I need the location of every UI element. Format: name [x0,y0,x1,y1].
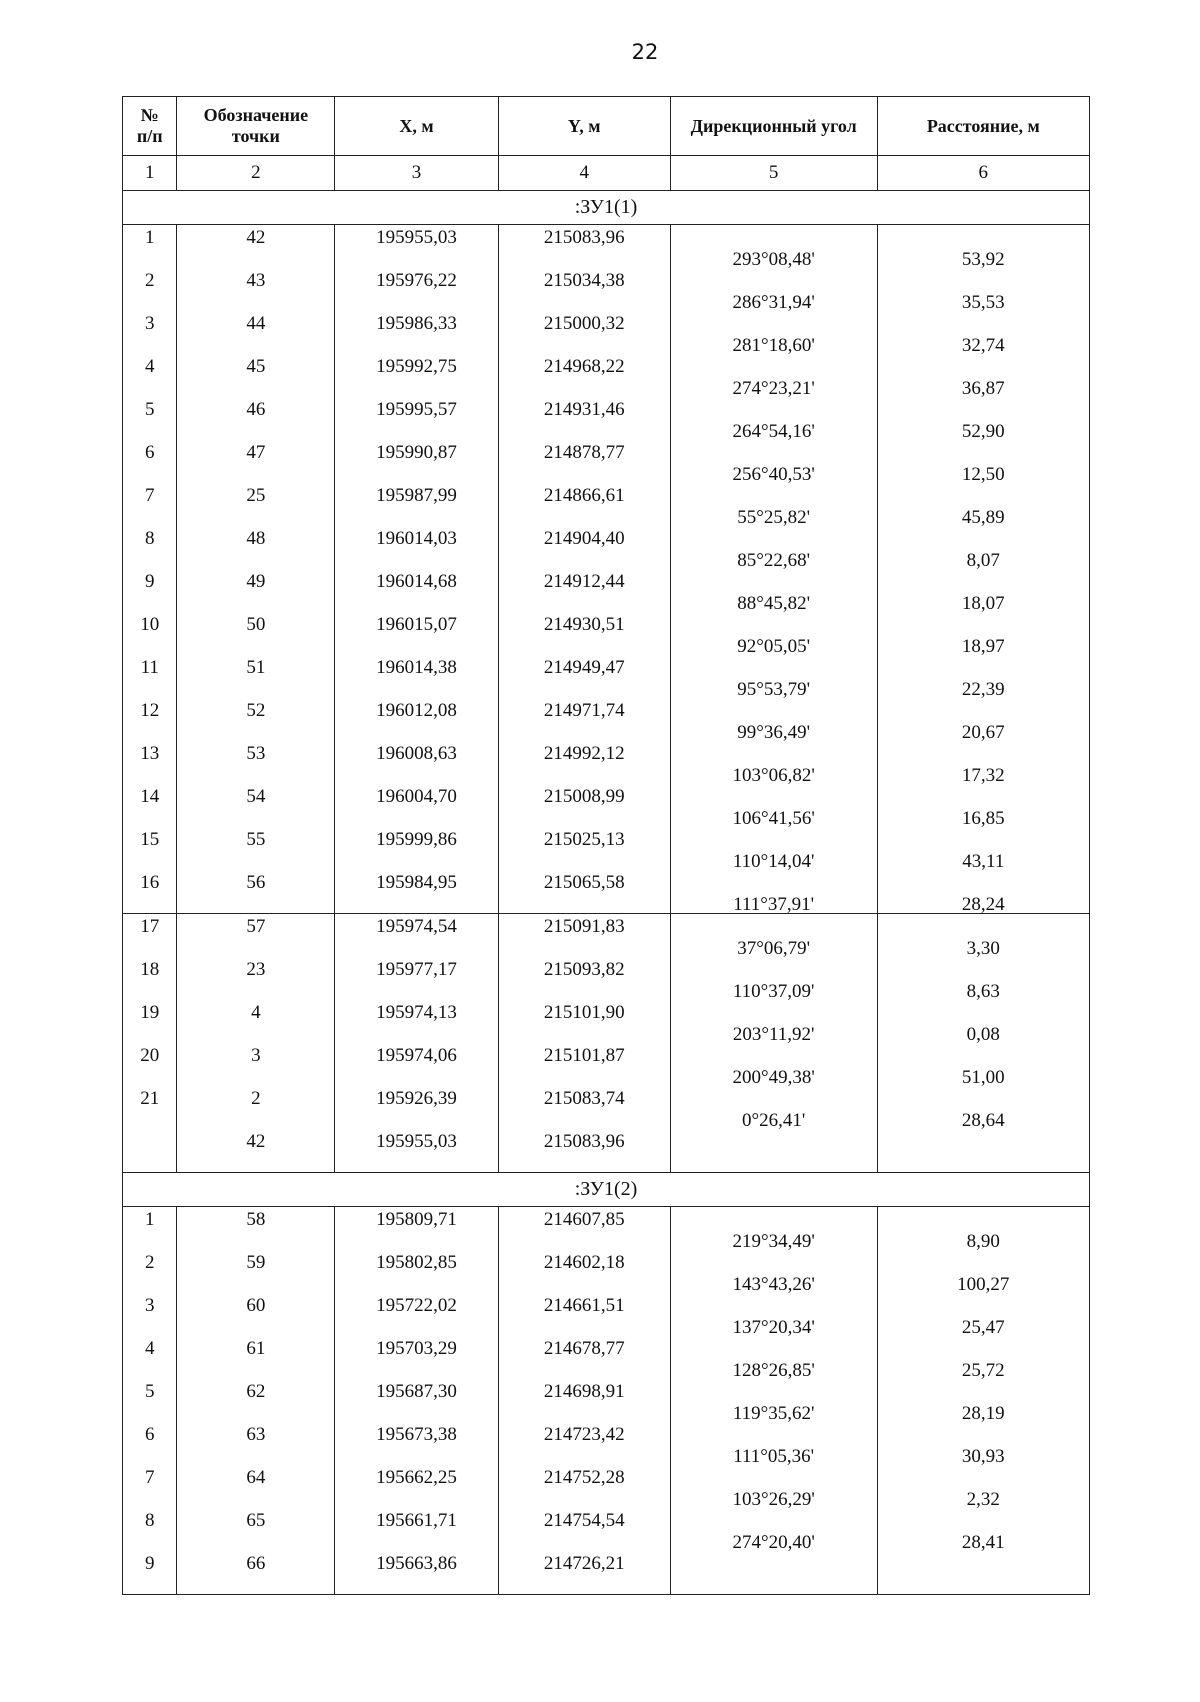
column-number: 1 [123,156,177,191]
x-coordinate: 195990,87 [376,442,457,463]
x-coordinate: 196008,63 [376,743,457,764]
direction-angle: 111°37,91' [733,893,815,915]
direction-angle: 274°20,40' [732,1531,815,1553]
y-coordinate: 215083,96 [543,1131,625,1152]
x-coordinate: 196015,07 [376,614,457,635]
distance-column [877,914,1089,1173]
distance: 28,24 [961,893,1005,915]
y-coordinate: 214930,51 [543,614,625,635]
distance: 35,53 [961,291,1005,313]
header-row [123,97,1090,156]
point-number-column [123,914,177,1173]
direction-angle: 293°08,48' [732,248,815,270]
x-coordinate: 196004,70 [376,786,457,807]
section-title: :ЗУ1(2) [123,1173,1090,1207]
x-coordinate: 195974,54 [376,916,457,937]
x-coordinate: 195802,85 [376,1252,457,1273]
y-coordinate: 215093,82 [543,959,625,980]
point-label: 56 [246,872,266,893]
y-coordinate: 214661,51 [543,1295,625,1316]
point-number: 1 [144,1209,155,1230]
x-coordinate-column [335,225,498,914]
y-coordinate: 215101,90 [543,1002,625,1023]
coordinates-table [122,96,1090,1595]
point-label: 66 [246,1553,266,1574]
direction-angle: 37°06,79' [737,937,811,959]
header-y: Y, м [498,97,670,156]
direction-angle: 106°41,56' [732,807,815,829]
y-coordinate: 215034,38 [543,270,625,291]
y-coordinate: 215091,83 [543,916,625,937]
distance: 8,63 [966,980,1000,1002]
x-coordinate: 195974,06 [376,1045,457,1066]
section-header-row [123,1173,1090,1207]
x-coordinate: 195955,03 [376,227,457,248]
point-label: 57 [246,916,266,937]
point-label-column [177,914,335,1173]
column-number: 5 [670,156,877,191]
distance: 20,67 [961,721,1005,743]
direction-angle: 85°22,68' [737,549,811,571]
point-number: 2 [144,1252,155,1273]
column-number: 6 [877,156,1089,191]
y-coordinate: 215008,99 [543,786,625,807]
point-number: 4 [144,356,155,377]
distance: 3,30 [966,937,1000,959]
distance: 12,50 [961,463,1005,485]
y-coordinate: 214678,77 [543,1338,625,1359]
direction-angle: 281°18,60' [732,334,815,356]
x-coordinate: 195976,22 [376,270,457,291]
point-label: 3 [251,1045,261,1066]
distance: 18,97 [961,635,1005,657]
point-number: 9 [144,1553,155,1574]
point-number-column [123,1207,177,1595]
x-coordinate: 195955,03 [376,1131,457,1152]
point-number: 6 [144,1424,155,1445]
column-numbers-row [123,156,1090,191]
y-coordinate: 215065,58 [543,872,625,893]
x-coordinate: 195999,86 [376,829,457,850]
point-label: 42 [246,1131,266,1152]
x-coordinate: 195663,86 [376,1553,457,1574]
direction-angle: 110°37,09' [732,980,815,1002]
direction-angle: 110°14,04' [732,850,815,872]
point-number: 11 [140,657,159,678]
page-number: 22 [631,40,659,64]
point-number: 13 [140,743,160,764]
direction-angle: 128°26,85' [732,1359,815,1381]
distance: 25,47 [961,1316,1005,1338]
y-coordinate: 214607,85 [543,1209,625,1230]
header-distance: Расстояние, м [877,97,1089,156]
point-number: 21 [140,1088,160,1109]
distance-column [877,225,1089,914]
x-coordinate: 195661,71 [376,1510,457,1531]
point-label: 42 [246,227,266,248]
point-number: 6 [144,442,155,463]
point-block-row [123,914,1090,1173]
point-label: 23 [246,959,266,980]
y-coordinate: 214971,74 [543,700,625,721]
point-label: 65 [246,1510,266,1531]
direction-angle-column [670,1207,877,1595]
direction-angle: 219°34,49' [732,1230,815,1252]
distance: 43,11 [962,850,1005,872]
x-coordinate: 196014,03 [376,528,457,549]
x-coordinate: 195992,75 [376,356,457,377]
distance: 18,07 [961,592,1005,614]
direction-angle: 256°40,53' [732,463,815,485]
direction-angle: 200°49,38' [732,1066,815,1088]
y-coordinate: 215101,87 [543,1045,625,1066]
point-number: 4 [144,1338,155,1359]
x-coordinate: 195995,57 [376,399,457,420]
x-coordinate: 196014,38 [376,657,457,678]
x-coordinate: 195703,29 [376,1338,457,1359]
direction-angle-column [670,225,877,914]
direction-angle: 0°26,41' [742,1109,806,1131]
table-body [123,191,1090,1595]
distance: 2,32 [966,1488,1000,1510]
x-coordinate: 196014,68 [376,571,457,592]
direction-angle: 274°23,21' [732,377,815,399]
point-number: 10 [140,614,160,635]
y-coordinate: 214992,12 [543,743,625,764]
direction-angle: 95°53,79' [737,678,811,700]
point-number: 3 [144,1295,155,1316]
point-label: 54 [246,786,266,807]
point-number: 5 [144,399,155,420]
point-label: 45 [246,356,266,377]
point-number: 18 [140,959,160,980]
point-number: 9 [144,571,155,592]
point-label: 46 [246,399,266,420]
point-label: 2 [251,1088,261,1109]
point-number: 16 [140,872,160,893]
point-number-column [123,225,177,914]
direction-angle-column [670,914,877,1173]
distance: 28,41 [961,1531,1005,1553]
y-coordinate: 214752,28 [543,1467,625,1488]
y-coordinate: 214698,91 [543,1381,625,1402]
point-label: 52 [246,700,266,721]
header-number: № п/п [123,97,177,156]
point-label: 49 [246,571,266,592]
distance: 17,32 [961,764,1005,786]
point-label: 58 [246,1209,266,1230]
x-coordinate: 195926,39 [376,1088,457,1109]
point-label: 47 [246,442,266,463]
header-direction-angle: Дирекционный угол [670,97,877,156]
point-number: 1 [144,227,155,248]
distance: 0,08 [966,1023,1000,1045]
direction-angle: 103°26,29' [732,1488,815,1510]
direction-angle: 264°54,16' [732,420,815,442]
x-coordinate: 195986,33 [376,313,457,334]
x-coordinate-column [335,1207,498,1595]
point-label-column [177,225,335,914]
point-label: 59 [246,1252,266,1273]
y-coordinate: 214723,42 [543,1424,625,1445]
y-coordinate-column [498,914,670,1173]
x-coordinate: 196012,08 [376,700,457,721]
y-coordinate: 214602,18 [543,1252,625,1273]
point-block-row [123,225,1090,914]
direction-angle: 99°36,49' [737,721,811,743]
direction-angle: 143°43,26' [732,1273,815,1295]
point-label: 60 [246,1295,266,1316]
x-coordinate: 195687,30 [376,1381,457,1402]
distance-column [877,1207,1089,1595]
direction-angle: 92°05,05' [737,635,811,657]
point-label: 43 [246,270,266,291]
y-coordinate: 215083,74 [543,1088,625,1109]
x-coordinate: 195977,17 [376,959,457,980]
point-label: 44 [246,313,266,334]
y-coordinate: 214754,54 [543,1510,625,1531]
header-point-id: Обозначение точки [177,97,335,156]
point-number: 7 [144,485,155,506]
section-title: :ЗУ1(1) [123,191,1090,225]
y-coordinate: 215025,13 [543,829,625,850]
column-number: 2 [177,156,335,191]
distance: 32,74 [961,334,1005,356]
direction-angle: 88°45,82' [737,592,811,614]
point-number: 8 [144,1510,155,1531]
point-number: 8 [144,528,155,549]
point-number: 15 [140,829,160,850]
section-header-row [123,191,1090,225]
y-coordinate-column [498,225,670,914]
point-number: 3 [144,313,155,334]
direction-angle: 111°05,36' [733,1445,815,1467]
point-number: 20 [140,1045,160,1066]
point-number: 17 [140,916,160,937]
point-label: 55 [246,829,266,850]
distance: 25,72 [961,1359,1005,1381]
y-coordinate: 215083,96 [543,227,625,248]
point-label: 62 [246,1381,266,1402]
direction-angle: 286°31,94' [732,291,815,313]
distance: 52,90 [961,420,1005,442]
y-coordinate: 214949,47 [543,657,625,678]
distance: 53,92 [961,248,1005,270]
point-block-row [123,1207,1090,1595]
distance: 28,64 [961,1109,1005,1131]
point-label: 61 [246,1338,266,1359]
point-number: 5 [144,1381,155,1402]
point-label: 63 [246,1424,266,1445]
distance: 36,87 [961,377,1005,399]
direction-angle: 203°11,92' [732,1023,815,1045]
y-coordinate-column [498,1207,670,1595]
point-number: 7 [144,1467,155,1488]
point-label: 51 [246,657,266,678]
y-coordinate: 214866,61 [543,485,625,506]
column-number: 4 [498,156,670,191]
point-label: 53 [246,743,266,764]
direction-angle: 119°35,62' [732,1402,815,1424]
distance: 45,89 [961,506,1005,528]
x-coordinate: 195987,99 [376,485,457,506]
y-coordinate: 214904,40 [543,528,625,549]
x-coordinate-column [335,914,498,1173]
x-coordinate: 195673,38 [376,1424,457,1445]
x-coordinate: 195722,02 [376,1295,457,1316]
point-number: 14 [140,786,160,807]
y-coordinate: 214912,44 [543,571,625,592]
column-number: 3 [335,156,498,191]
point-number: 12 [140,700,160,721]
y-coordinate: 214968,22 [543,356,625,377]
direction-angle: 103°06,82' [732,764,815,786]
distance: 16,85 [961,807,1005,829]
distance: 8,90 [966,1230,1000,1252]
y-coordinate: 214726,21 [543,1553,625,1574]
point-label: 48 [246,528,266,549]
x-coordinate: 195809,71 [376,1209,457,1230]
y-coordinate: 214931,46 [543,399,625,420]
distance: 30,93 [961,1445,1005,1467]
point-label: 50 [246,614,266,635]
x-coordinate: 195984,95 [376,872,457,893]
point-label: 4 [251,1002,261,1023]
point-label: 64 [246,1467,266,1488]
distance: 28,19 [961,1402,1005,1424]
distance: 51,00 [961,1066,1005,1088]
distance: 8,07 [966,549,1000,571]
y-coordinate: 215000,32 [543,313,625,334]
header-x: X, м [335,97,498,156]
x-coordinate: 195974,13 [376,1002,457,1023]
point-number: 19 [140,1002,160,1023]
point-label: 25 [246,485,266,506]
x-coordinate: 195662,25 [376,1467,457,1488]
distance: 22,39 [961,678,1005,700]
direction-angle: 55°25,82' [737,506,811,528]
direction-angle: 137°20,34' [732,1316,815,1338]
distance: 100,27 [957,1273,1010,1295]
point-number: 2 [144,270,155,291]
y-coordinate: 214878,77 [543,442,625,463]
point-label-column [177,1207,335,1595]
